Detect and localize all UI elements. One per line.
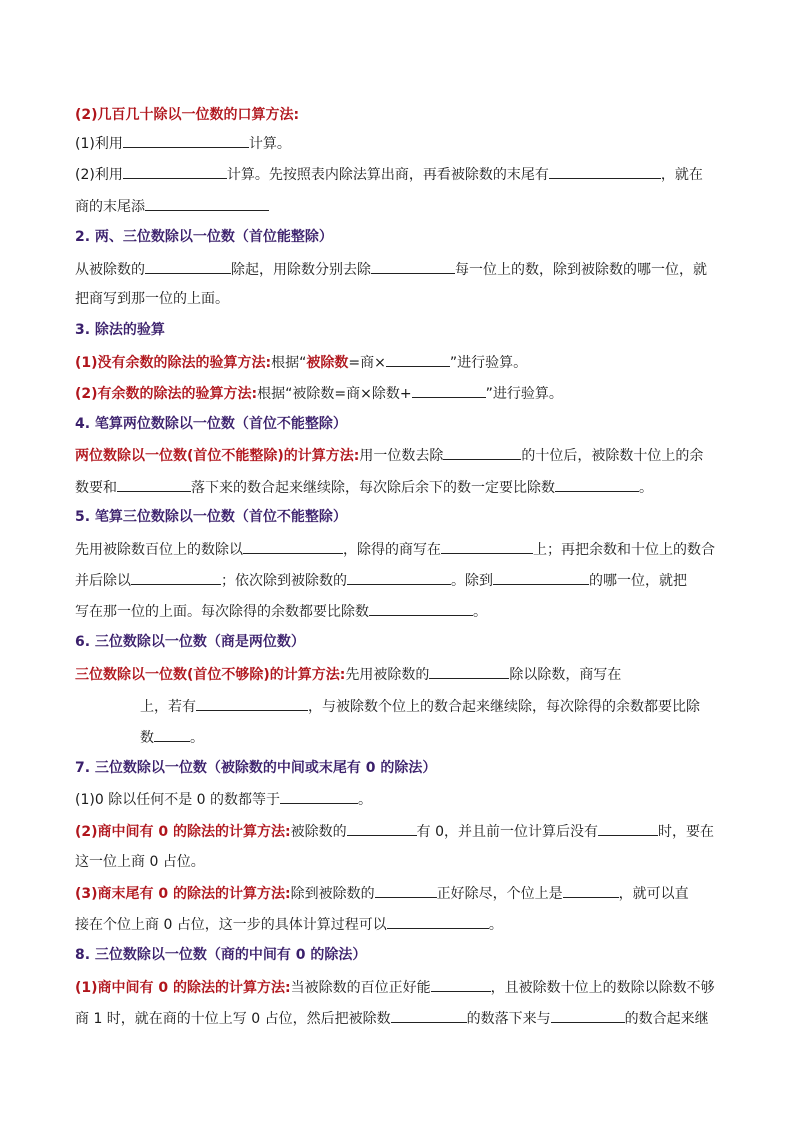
text: ，就可以直 bbox=[618, 886, 689, 902]
text: ”进行验算。 bbox=[485, 386, 563, 402]
text-line bbox=[75, 663, 621, 685]
text: 商的末尾添 bbox=[75, 199, 145, 215]
text: 正好除尽，个位上是 bbox=[436, 886, 563, 902]
method-label: (1)商中间有 0 的除法的计算方法: bbox=[75, 980, 291, 996]
text: (2)利用 bbox=[75, 167, 123, 183]
text-line bbox=[75, 882, 689, 904]
fill-blank[interactable] bbox=[443, 444, 521, 460]
fill-blank[interactable] bbox=[598, 820, 658, 836]
text-line bbox=[75, 1007, 709, 1029]
text: ，与被除数个位上的数合起来继续除，每次除得的余数都要比除 bbox=[308, 699, 700, 715]
text-line bbox=[75, 820, 714, 842]
text: ，就在 bbox=[660, 167, 703, 183]
text-line bbox=[75, 351, 527, 373]
text: 根据“ bbox=[271, 355, 307, 371]
text-line bbox=[75, 913, 503, 935]
method-label: 三位数除以一位数(首位不够除)的计算方法: bbox=[75, 667, 346, 683]
text-line bbox=[75, 258, 707, 280]
text-line bbox=[75, 476, 653, 498]
text: 用一位数去除 bbox=[359, 448, 444, 464]
text: ，除得的商写在 bbox=[343, 542, 441, 558]
fill-blank[interactable] bbox=[280, 788, 358, 804]
fill-blank[interactable] bbox=[117, 476, 191, 492]
section-heading: 3. 除法的验算 bbox=[75, 322, 165, 338]
fill-blank[interactable] bbox=[131, 569, 221, 585]
fill-blank[interactable] bbox=[549, 163, 661, 179]
fill-blank[interactable] bbox=[145, 258, 231, 274]
text: 。 bbox=[190, 730, 204, 746]
text: (1)利用 bbox=[75, 136, 123, 152]
text: ”进行验算。 bbox=[449, 355, 528, 371]
section-heading: 8. 三位数除以一位数（商的中间有 0 的除法） bbox=[75, 947, 367, 963]
text: 并后除以 bbox=[75, 573, 131, 589]
text-line bbox=[75, 976, 715, 998]
text: 先用被除数百位上的数除以 bbox=[75, 542, 243, 558]
text: 被除数 bbox=[306, 355, 349, 371]
text-line: 这一位上商 0 占位。 bbox=[75, 854, 205, 870]
text: 商 1 时，就在商的十位上写 0 占位，然后把被除数 bbox=[75, 1011, 391, 1027]
text-line bbox=[75, 788, 372, 810]
text: 。 bbox=[358, 792, 372, 808]
fill-blank[interactable] bbox=[412, 382, 486, 398]
text: 上；再把余数和十位上的数合 bbox=[533, 542, 715, 558]
text: 先用被除数的 bbox=[345, 667, 430, 683]
text-line bbox=[75, 132, 291, 154]
fill-blank[interactable] bbox=[551, 1007, 625, 1023]
text: (1)0 除以任何不是 0 的数都等于 bbox=[75, 792, 280, 808]
text-line bbox=[75, 538, 715, 560]
text: 的数落下来与 bbox=[466, 1011, 551, 1027]
text: 除起，用除数分别去除 bbox=[231, 262, 371, 278]
section-heading: 7. 三位数除以一位数（被除数的中间或末尾有 0 的除法） bbox=[75, 760, 437, 776]
fill-blank[interactable] bbox=[243, 538, 343, 554]
section-heading: 4. 笔算两位数除以一位数（首位不能整除） bbox=[75, 416, 347, 432]
text-line bbox=[75, 444, 703, 466]
section-heading: 2. 两、三位数除以一位数（首位能整除） bbox=[75, 229, 333, 245]
text-line: 把商写到那一位的上面。 bbox=[75, 291, 229, 307]
text: ，且被除数十位上的数除以除数不够 bbox=[490, 980, 715, 996]
text: 接在个位上商 0 占位，这一步的具体计算过程可以 bbox=[75, 917, 387, 933]
text: 写在那一位的上面。每次除得的余数都要比除数 bbox=[75, 604, 369, 620]
fill-blank[interactable] bbox=[123, 163, 227, 179]
fill-blank[interactable] bbox=[391, 1007, 467, 1023]
text: 除到被除数的 bbox=[290, 886, 375, 902]
fill-blank[interactable] bbox=[145, 195, 269, 211]
fill-blank[interactable] bbox=[386, 351, 450, 367]
text-line bbox=[75, 382, 563, 404]
text: 计算。 bbox=[248, 136, 291, 152]
fill-blank[interactable] bbox=[563, 882, 619, 898]
fill-blank[interactable] bbox=[154, 726, 190, 742]
text: 有 0，并且前一位计算后没有 bbox=[416, 824, 598, 840]
text: 从被除数的 bbox=[75, 262, 145, 278]
text: 被除数的 bbox=[290, 824, 347, 840]
text: 上，若有 bbox=[140, 699, 196, 715]
text: ；依次除到被除数的 bbox=[221, 573, 347, 589]
text: 根据“被除数=商×除数+ bbox=[257, 386, 412, 402]
fill-blank[interactable] bbox=[429, 663, 509, 679]
text: 每一位上的数，除到被除数的哪一位，就 bbox=[455, 262, 707, 278]
fill-blank[interactable] bbox=[371, 258, 455, 274]
fill-blank[interactable] bbox=[441, 538, 533, 554]
text: 数 bbox=[140, 730, 154, 746]
text: 计算。先按照表内除法算出商，再看被除数的末尾有 bbox=[226, 167, 549, 183]
fill-blank[interactable] bbox=[347, 569, 451, 585]
fill-blank[interactable] bbox=[196, 695, 308, 711]
text: 落下来的数合起来继续除，每次除后余下的数一定要比除数 bbox=[191, 480, 555, 496]
text-line bbox=[140, 726, 204, 748]
section-heading: 5. 笔算三位数除以一位数（首位不能整除） bbox=[75, 509, 347, 525]
text-line bbox=[75, 600, 487, 622]
text: 。 bbox=[488, 917, 503, 933]
fill-blank[interactable] bbox=[387, 913, 489, 929]
text: 除以除数，商写在 bbox=[509, 667, 622, 683]
fill-blank[interactable] bbox=[347, 820, 417, 836]
fill-blank[interactable] bbox=[375, 882, 437, 898]
method-label: (1)没有余数的除法的验算方法: bbox=[75, 355, 272, 371]
text-line bbox=[75, 195, 269, 217]
fill-blank[interactable] bbox=[369, 600, 473, 616]
fill-blank[interactable] bbox=[431, 976, 491, 992]
text: =商× bbox=[348, 355, 386, 371]
fill-blank[interactable] bbox=[123, 132, 249, 148]
text: 数要和 bbox=[75, 480, 117, 496]
text: 的数合起来继 bbox=[624, 1011, 709, 1027]
text-line bbox=[140, 695, 700, 717]
method-label: (2)有余数的除法的验算方法: bbox=[75, 386, 258, 402]
method-label: (3)商末尾有 0 的除法的计算方法: bbox=[75, 886, 291, 902]
text: 。 bbox=[639, 480, 653, 496]
text: 的哪一位，就把 bbox=[589, 573, 687, 589]
text: 。 bbox=[473, 604, 487, 620]
method-label: 两位数除以一位数(首位不能整除)的计算方法: bbox=[75, 448, 360, 464]
fill-blank[interactable] bbox=[493, 569, 589, 585]
section-title: (2)几百几十除以一位数的口算方法: bbox=[75, 107, 300, 123]
text: 。除到 bbox=[451, 573, 493, 589]
text: 当被除数的百位正好能 bbox=[290, 980, 431, 996]
text-line bbox=[75, 163, 703, 185]
text: 时，要在 bbox=[658, 824, 714, 840]
text: 的十位后，被除数十位上的余 bbox=[521, 448, 704, 464]
text-line bbox=[75, 569, 687, 591]
method-label: (2)商中间有 0 的除法的计算方法: bbox=[75, 824, 291, 840]
section-heading: 6. 三位数除以一位数（商是两位数） bbox=[75, 634, 305, 650]
fill-blank[interactable] bbox=[555, 476, 639, 492]
